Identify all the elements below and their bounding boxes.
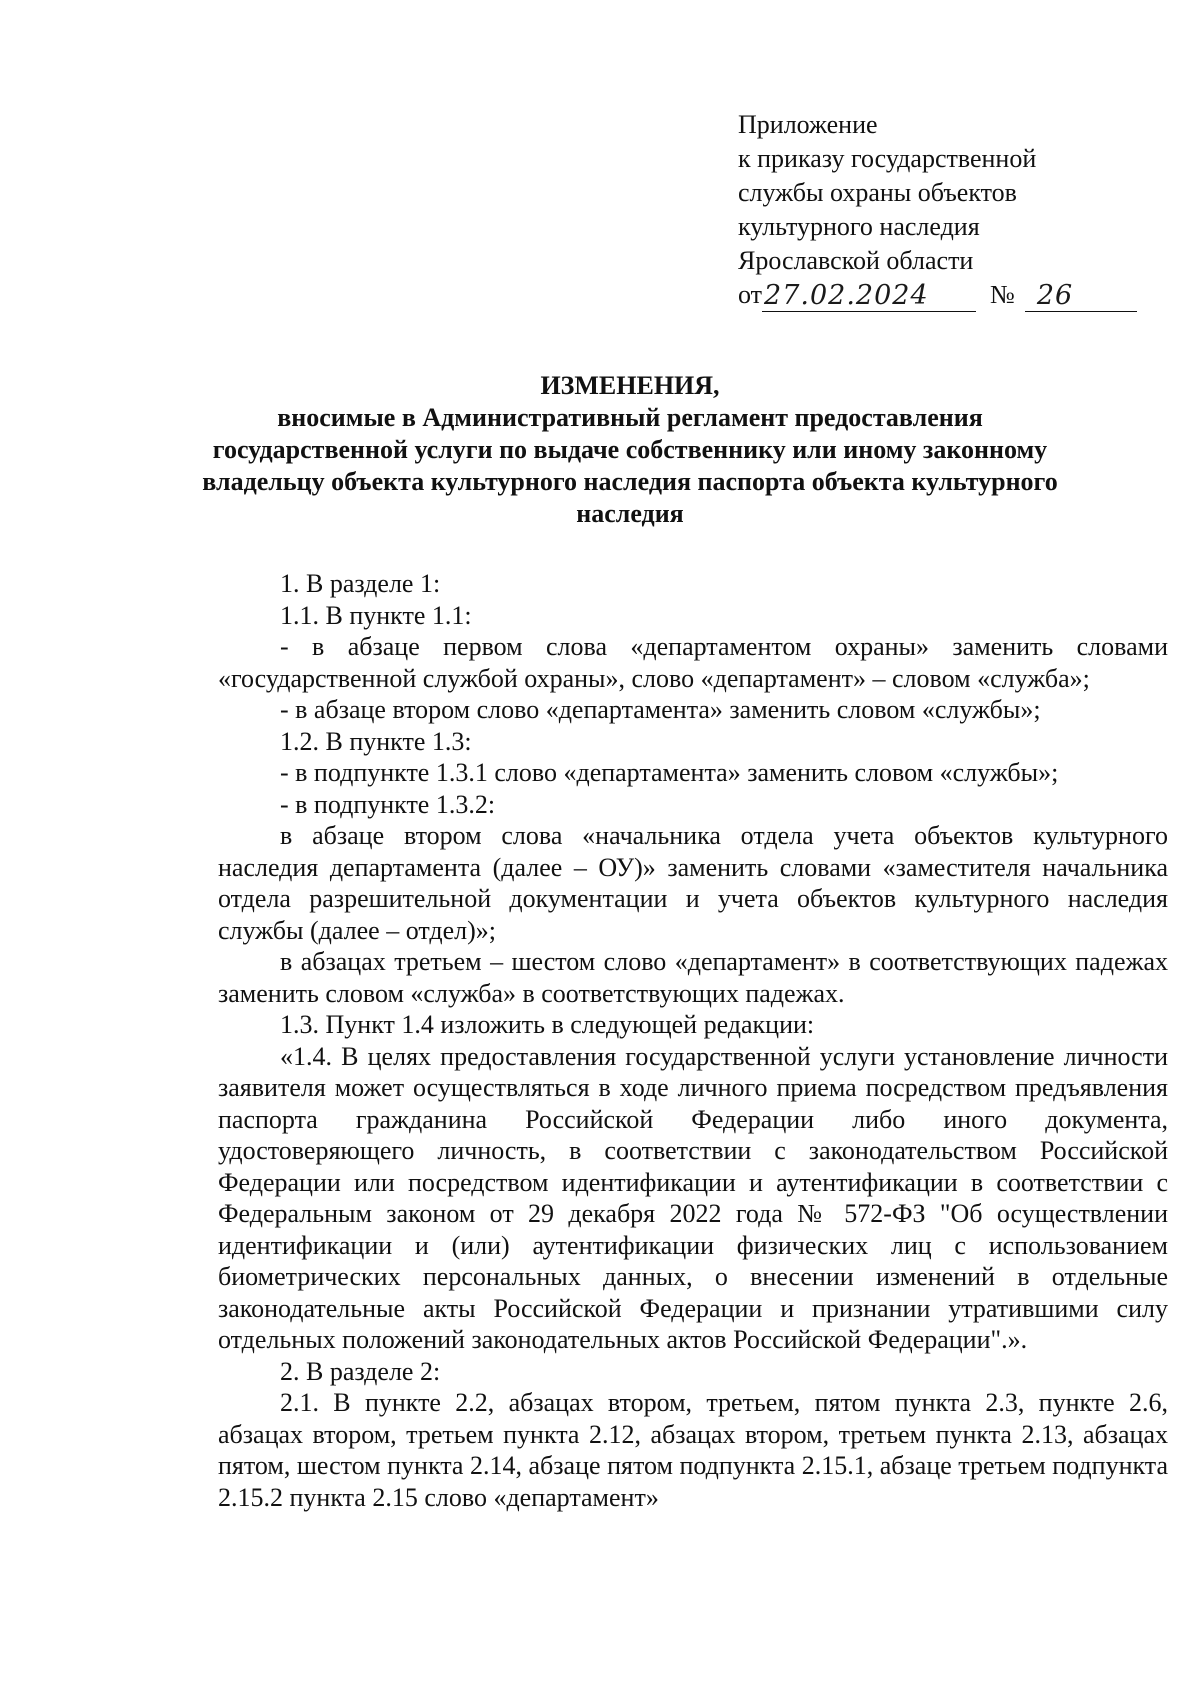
body-paragraph: 1.1. В пункте 1.1: xyxy=(280,600,472,630)
appendix-line: культурного наследия xyxy=(738,212,980,241)
body-paragraph: 2.1. В пункте 2.2, абзацах втором, третьем, пятом пункта 2.3, пункте 2.6, абзацах втором, третьем пункта 2.12, абзацах втором, третьем пункта 2.13, абзацах пятом, шестом пункта 2.14, абзаце пятом подпункта 2.15.1, абзаце третьем подпункта 2.15.2 пункта 2.15 слово «департамент» xyxy=(218,1388,1168,1512)
body-paragraph: 1. В разделе 1: xyxy=(280,569,441,598)
document-body xyxy=(218,568,1168,1513)
order-date-number-line xyxy=(738,278,1138,312)
body-paragraph: «1.4. В целях предоставления государственной услуги установление личности заявителя может осуществляться в ходе личного приема посредством предъявления паспорта гражданина Российской Федерации либо иного документа, удостоверяющего личность, в соответствии с законодательством Российской Федерации или посредством идентификации и аутентификации в соответствии с Федеральным законом от 29 декабря 2022 года № 572-ФЗ "Об осуществлении идентификации и (или) аутентификации физических лиц с использованием биометрических персональных данных, о внесении изменений в отдельные законодательные акты Российской Федерации и признании утратившими силу отдельных положений законодательных актов Российской Федерации".». xyxy=(218,1041,1168,1354)
body-paragraph: - в подпункте 1.3.1 слово «департамента» заменить словом «службы»; xyxy=(280,758,1059,787)
order-date-handwritten: 27.02.2024 xyxy=(764,280,929,311)
order-number-field xyxy=(1025,281,1137,312)
body-paragraph: в абзаце втором слова «начальника отдела учета объектов культурного наследия департамента (далее – ОУ)» заменить словами «заместителя начальника отдела разрешительной документации и учета объектов культурного наследия службы (далее – отдел)»; xyxy=(218,821,1168,945)
body-paragraph: - в подпункте 1.3.2: xyxy=(280,789,496,819)
body-paragraph: 2. В разделе 2: xyxy=(280,1356,441,1386)
appendix-line: службы охраны объектов xyxy=(738,178,1017,207)
appendix-line: Ярославской области xyxy=(738,246,974,275)
title-heading: ИЗМЕНЕНИЯ, xyxy=(540,371,720,400)
document-title xyxy=(190,370,1070,530)
body-paragraph: в абзацах третьем – шестом слово «департамент» в соответствующих падежах заменить словом «служба» в соответствующих падежах. xyxy=(218,947,1168,1008)
body-paragraph: - в абзаце втором слово «департамента» заменить словом «службы»; xyxy=(280,695,1041,724)
title-subtitle: вносимые в Административный регламент предоставления государственной услуги по выдаче собственнику или иному законному владельцу объекта культурного наследия паспорта объекта культурного наследия xyxy=(202,403,1058,528)
body-paragraph: - в абзаце первом слова «департаментом охраны» заменить словами «государственной службой охраны», слово «департамент» – словом «служба»; xyxy=(218,632,1168,693)
body-paragraph: 1.3. Пункт 1.4 изложить в следующей редакции: xyxy=(280,1010,815,1039)
appendix-header xyxy=(738,108,1138,312)
appendix-line: к приказу государственной xyxy=(738,144,1037,173)
appendix-line: Приложение xyxy=(738,110,878,139)
number-label: № xyxy=(990,280,1015,309)
order-number-handwritten: 26 xyxy=(1036,280,1074,311)
order-date-field xyxy=(762,281,976,312)
date-prefix: от xyxy=(738,280,763,309)
body-paragraph: 1.2. В пункте 1.3: xyxy=(280,726,472,756)
